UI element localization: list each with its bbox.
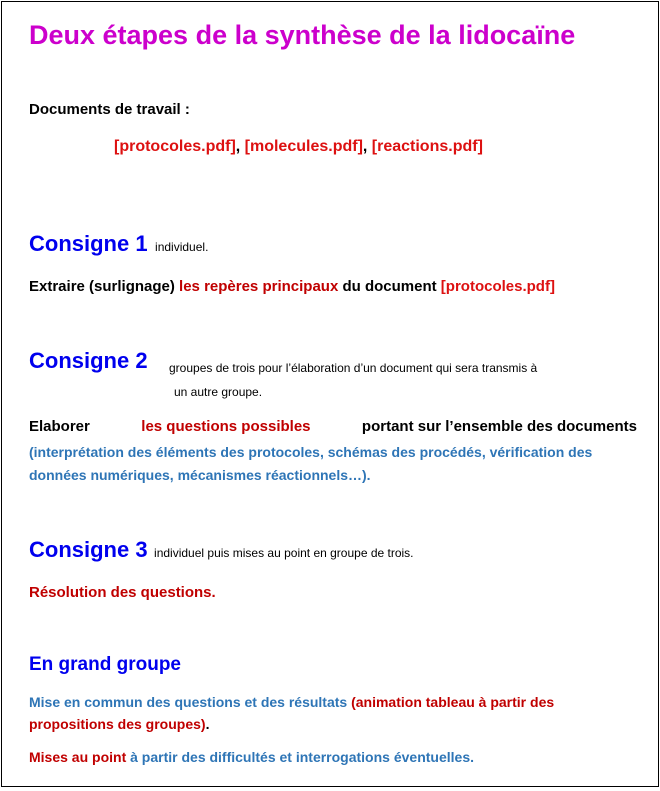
consigne-2-line3: données numériques, mécanismes réactionnels…). — [29, 467, 371, 483]
consigne-3-text: Résolution des questions. — [29, 584, 216, 601]
consigne-1-header — [29, 231, 208, 257]
consigne-2-line1: Elaborer les questions possibles portant sur l’ensemble des documents — [29, 418, 637, 435]
link-molecules[interactable]: [molecules.pdf] — [244, 138, 363, 155]
consigne-1-note: individuel. — [155, 240, 209, 254]
highlight-text: les questions possibles — [141, 418, 311, 435]
separator: , — [235, 138, 245, 155]
consigne-2-note-line1: groupes de trois pour l’élaboration d’un document qui sera transmis à — [169, 361, 538, 375]
consigne-3-heading: Consigne 3 — [29, 537, 148, 562]
link-reactions[interactable]: [reactions.pdf] — [371, 138, 483, 155]
grand-groupe-p2: Mises au point à partir des difficultés et interrogations éventuelles. — [29, 749, 474, 765]
separator: , — [362, 138, 372, 155]
consigne-2-heading: Consigne 2 — [29, 348, 148, 373]
consigne-3-note: individuel puis mises au point en groupe de trois. — [154, 546, 414, 560]
page-title: Deux étapes de la synthèse de la lidocaïne — [29, 20, 576, 50]
documents-links — [114, 138, 483, 156]
link-protocoles[interactable]: [protocoles.pdf] — [440, 278, 555, 295]
document-page — [1, 1, 659, 787]
grand-groupe-heading: En grand groupe — [29, 654, 181, 675]
link-protocoles[interactable]: [protocoles.pdf] — [114, 138, 236, 155]
consigne-2-line2: (interprétation des éléments des protocoles, schémas des procédés, vérification des — [29, 444, 593, 460]
consigne-1-text: Extraire (surlignage) les repères principaux du document [protocoles.pdf] — [29, 278, 555, 295]
consigne-3-header — [29, 537, 414, 563]
consigne-1-heading: Consigne 1 — [29, 231, 148, 256]
grand-groupe-p1-line2: propositions des groupes). — [29, 716, 210, 732]
highlight-text: les repères principaux — [179, 278, 339, 295]
consigne-2-note-line2: un autre groupe. — [174, 385, 263, 399]
grand-groupe-p1-line1: Mise en commun des questions et des résultats (animation tableau à partir des — [29, 694, 555, 710]
documents-label: Documents de travail : — [29, 101, 190, 118]
